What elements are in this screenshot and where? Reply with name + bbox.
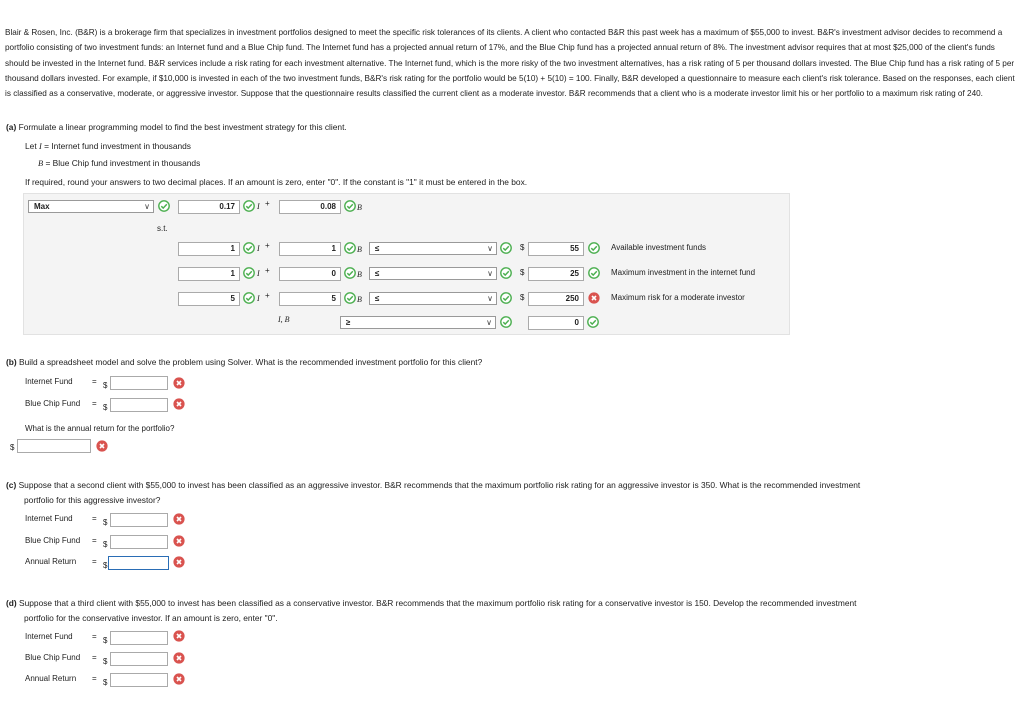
x-circle-icon [173, 535, 185, 547]
part-c-internet-fund-input[interactable] [110, 513, 168, 527]
check-circle-icon [243, 267, 255, 279]
constraint-rhs-input[interactable]: 250 [528, 292, 584, 306]
annual-return-label: Annual Return [25, 557, 77, 566]
check-circle-icon [500, 242, 512, 254]
part-d-title: (d) Suppose that a third client with $55,000 to invest has been classified as a conservative investor. B&R recommends that the maximum portfolio risk rating for a conservative investor is 150. Develop the recommended investment [6, 598, 857, 608]
check-circle-icon [587, 316, 599, 328]
dollar-sign: $ [10, 443, 15, 452]
var-i: I [257, 294, 260, 303]
equals-sign: = [92, 653, 97, 662]
objective-sense-select[interactable]: Max ∨ [28, 200, 154, 213]
plus-sign: + [265, 241, 270, 250]
var-b: B [357, 270, 362, 279]
problem-statement: Blair & Rosen, Inc. (B&R) is a brokerage firm that specializes in investment portfolios designed to meet the specific risk tolerances of its clients. A client who contacted B&R this past week has a maximum of $55,000 to invest. B&R's investment advisor decides to recommend a portfolio consisting of two investment funds: an Internet fund and a Blue Chip fund. The Internet fund has a projected annual return of 17%, and the Blue Chip fund has a projected annual return of 8%. The investment advisor requires that at most $25,000 of the client's funds should be invested in the Internet fund. B&R services include a risk rating for each investment alternative. The Internet fund, which is the more risky of the two investment alternatives, has a risk rating of 5 per thousand dollars invested. The Blue Chip fund has a risk rating of 5 per thousand dollars invested. For example, if $10,000 is invested in each of the two investment funds, B&R's risk rating for the portfolio would be 5(10) + 5(10) = 100. Finally, B&R developed a questionnaire to measure each client's risk tolerance. Based on the responses, each client is classified as a conservative, moderate, or aggressive investor. Suppose that the questionnaire results classified the current client as a moderate investor. B&R recommends that a client who is a moderate investor limit his or her portfolio to a maximum risk rating of 240. [5, 28, 1015, 99]
chevron-down-icon: ∨ [144, 202, 150, 211]
part-c-title: (c) Suppose that a second client with $55,000 to invest has been classified as an aggressive investor. B&R recommends that the maximum portfolio risk rating for an aggressive investor is 350. What is the recommended investment [6, 480, 861, 490]
check-circle-icon [588, 267, 600, 279]
check-circle-icon [588, 242, 600, 254]
constraint-coef-i-input[interactable]: 5 [178, 292, 240, 306]
nonneg-vars: I, B [278, 315, 290, 324]
var-i: I [257, 269, 260, 278]
equals-sign: = [92, 377, 97, 386]
constraint-label: Maximum risk for a moderate investor [611, 293, 745, 302]
equals-sign: = [92, 557, 97, 566]
internet-fund-label: Internet Fund [25, 514, 73, 523]
equals-sign: = [92, 632, 97, 641]
x-circle-icon [173, 652, 185, 664]
part-a-title: (a) Formulate a linear programming model to find the best investment strategy for this client. [6, 122, 347, 132]
annual-return-question: What is the annual return for the portfolio? [25, 424, 175, 433]
chevron-down-icon: ∨ [487, 294, 493, 303]
check-circle-icon [243, 242, 255, 254]
check-circle-icon [500, 267, 512, 279]
dollar-sign: $ [103, 540, 108, 549]
check-circle-icon [243, 200, 255, 212]
var-b: B [357, 203, 362, 212]
lp-model-box [23, 193, 790, 335]
plus-sign: + [265, 266, 270, 275]
equals-sign: = [92, 514, 97, 523]
check-circle-icon [344, 292, 356, 304]
var-i: I [257, 202, 260, 211]
dollar-sign: $ [103, 403, 108, 412]
constraint-rhs-input[interactable]: 25 [528, 267, 584, 281]
objective-coef-i-input[interactable]: 0.17 [178, 200, 240, 214]
chevron-down-icon: ∨ [487, 244, 493, 253]
blue-chip-fund-label: Blue Chip Fund [25, 536, 81, 545]
equals-sign: = [92, 536, 97, 545]
subject-to-label: s.t. [157, 224, 168, 233]
equals-sign: = [92, 674, 97, 683]
x-circle-icon [173, 630, 185, 642]
constraint-sign-select[interactable]: ≤ ∨ [369, 292, 497, 305]
internet-fund-label: Internet Fund [25, 632, 73, 641]
constraint-coef-b-input[interactable]: 5 [279, 292, 341, 306]
part-a-instructions: If required, round your answers to two decimal places. If an amount is zero, enter "0". If the constant is "1" it must be entered in the box. [25, 177, 528, 187]
constraint-coef-i-input[interactable]: 1 [178, 242, 240, 256]
part-c-annual-return-input[interactable] [108, 556, 169, 570]
var-i: I [257, 244, 260, 253]
var-b: B [357, 245, 362, 254]
plus-sign: + [265, 291, 270, 300]
objective-coef-b-input[interactable]: 0.08 [279, 200, 341, 214]
annual-return-label: Annual Return [25, 674, 77, 683]
x-circle-icon [96, 440, 108, 452]
constraint-rhs-input[interactable]: 55 [528, 242, 584, 256]
check-circle-icon [500, 292, 512, 304]
internet-fund-label: Internet Fund [25, 377, 73, 386]
part-b-internet-fund-input[interactable] [110, 376, 168, 390]
check-circle-icon [243, 292, 255, 304]
chevron-down-icon: ∨ [486, 318, 492, 327]
nonneg-rhs-input[interactable]: 0 [528, 316, 584, 330]
constraint-label: Maximum investment in the internet fund [611, 268, 756, 277]
variable-definition-i: Let I = Internet fund investment in thousands [25, 141, 191, 151]
part-d-title-line2: portfolio for the conservative investor. If an amount is zero, enter "0". [24, 613, 278, 623]
variable-definition-b: B = Blue Chip fund investment in thousands [38, 158, 201, 168]
dollar-sign: $ [520, 268, 525, 277]
dollar-sign: $ [103, 381, 108, 390]
dollar-sign: $ [103, 518, 108, 527]
dollar-sign: $ [103, 678, 108, 687]
x-circle-icon [173, 673, 185, 685]
part-d-internet-fund-input[interactable] [110, 631, 168, 645]
equals-sign: = [92, 399, 97, 408]
dollar-sign: $ [103, 636, 108, 645]
x-circle-icon [588, 292, 600, 304]
part-b-blue-chip-fund-input[interactable] [110, 398, 168, 412]
x-circle-icon [173, 513, 185, 525]
blue-chip-fund-label: Blue Chip Fund [25, 399, 81, 408]
part-b-title: (b) Build a spreadsheet model and solve the problem using Solver. What is the recommended investment portfolio for this client? [6, 357, 483, 367]
constraint-coef-b-input[interactable]: 0 [279, 267, 341, 281]
check-circle-icon [344, 242, 356, 254]
part-c-title-line2: portfolio for this aggressive investor? [24, 495, 161, 505]
constraint-sign-select[interactable]: ≤ ∨ [369, 242, 497, 255]
check-circle-icon [158, 200, 170, 212]
check-circle-icon [344, 200, 356, 212]
dollar-sign: $ [103, 561, 108, 570]
nonneg-sign-select[interactable]: ≥ ∨ [340, 316, 496, 329]
check-circle-icon [344, 267, 356, 279]
x-circle-icon [173, 556, 185, 568]
chevron-down-icon: ∨ [487, 269, 493, 278]
part-b-annual-return-input[interactable] [17, 439, 91, 453]
x-circle-icon [173, 377, 185, 389]
part-d-blue-chip-fund-input[interactable] [110, 652, 168, 666]
dollar-sign: $ [103, 657, 108, 666]
x-circle-icon [173, 398, 185, 410]
part-d-annual-return-input[interactable] [110, 673, 168, 687]
constraint-coef-i-input[interactable]: 1 [178, 267, 240, 281]
constraint-label: Available investment funds [611, 243, 707, 252]
part-c-blue-chip-fund-input[interactable] [110, 535, 168, 549]
blue-chip-fund-label: Blue Chip Fund [25, 653, 81, 662]
dollar-sign: $ [520, 243, 525, 252]
plus-sign: + [265, 199, 270, 208]
constraint-sign-select[interactable]: ≤ ∨ [369, 267, 497, 280]
var-b: B [357, 295, 362, 304]
dollar-sign: $ [520, 293, 525, 302]
check-circle-icon [500, 316, 512, 328]
constraint-coef-b-input[interactable]: 1 [279, 242, 341, 256]
